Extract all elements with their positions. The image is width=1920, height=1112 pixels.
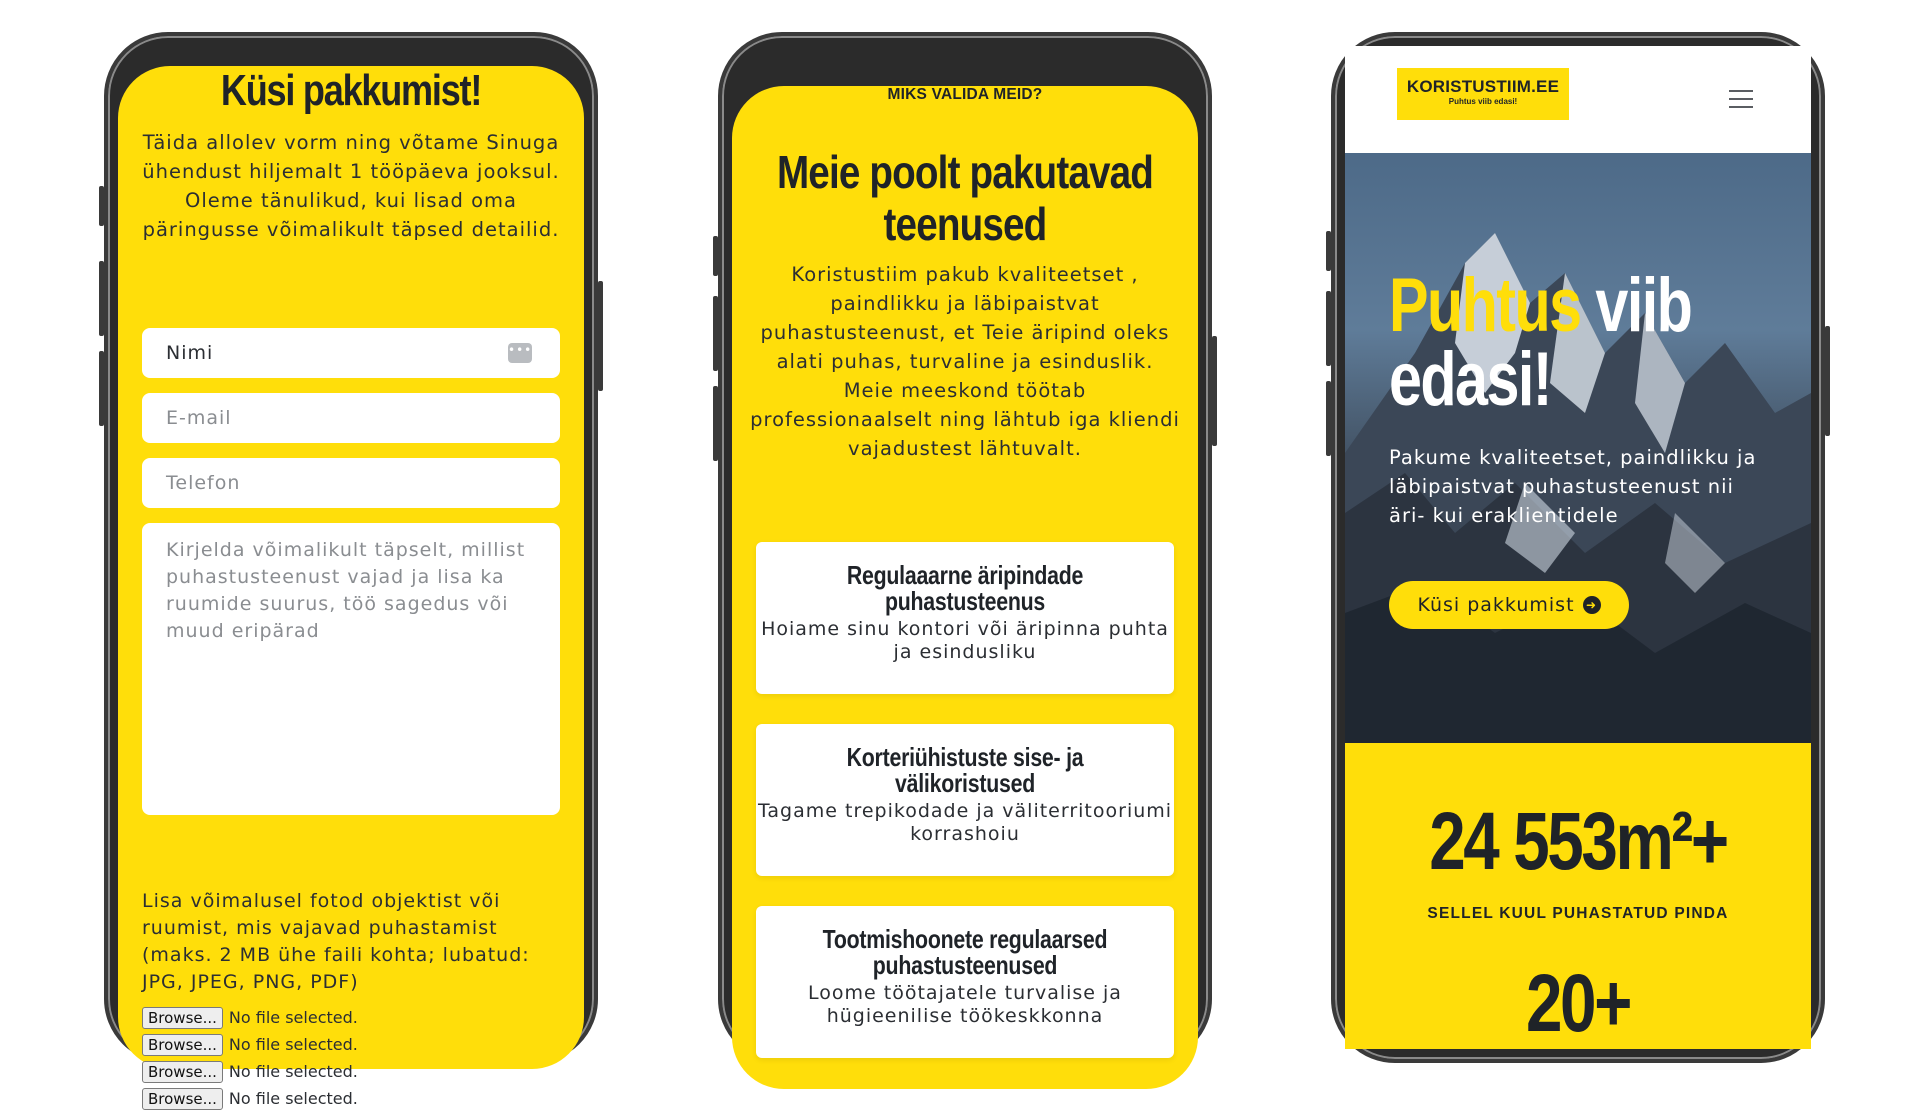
- browse-button[interactable]: Browse...: [142, 1088, 223, 1110]
- file-input: [142, 1058, 358, 1085]
- file-status: No file selected.: [228, 1035, 358, 1054]
- section-description: Koristustiim pakub kvaliteetset , paindlikku ja läbipaistvat puhastusteenust, et Teie äripind oleks alati puhas, turvaline ja esinduslik. Meie meeskond töötab professionaalselt ning lähtub iga kliendi vajadustest lähtuvalt.: [750, 263, 1180, 460]
- service-card-title: Korteriühistuste sise- ja välikoristused: [846, 742, 1084, 798]
- quote-form: [142, 328, 560, 815]
- file-status: No file selected.: [228, 1062, 358, 1081]
- phone-screen: [1345, 46, 1811, 1049]
- autofill-dots-icon[interactable]: •••: [508, 343, 532, 363]
- hero-title-part: viib: [1580, 263, 1692, 348]
- name-field[interactable]: [142, 328, 560, 378]
- message-placeholder: Kirjelda võimalikult täpselt, millist puhastusteenust vajad ja lisa ka ruumide suurus, töö sagedus või muud eripärad: [166, 539, 526, 642]
- service-cards: [756, 542, 1174, 1088]
- service-card-text: Loome töötajatele turvalise ja hügieenilise töökeskkonna: [808, 982, 1122, 1027]
- site-logo[interactable]: [1397, 68, 1569, 120]
- file-input: [142, 1031, 358, 1058]
- stat-label: SELLEL KUUL PUHASTATUD PINDA: [1427, 905, 1729, 922]
- browse-button[interactable]: Browse...: [142, 1061, 223, 1083]
- section-kicker: MIKS VALIDA MEID?: [887, 86, 1043, 103]
- hero-text: Pakume kvaliteetset, paindlikku ja läbipaistvat puhastusteenust nii äri- kui eraklientidele: [1389, 446, 1757, 527]
- phone-mockup-home: [1331, 32, 1825, 1063]
- email-placeholder: E-mail: [166, 407, 232, 429]
- stats-section: [1345, 743, 1811, 1049]
- file-status: No file selected.: [228, 1008, 358, 1027]
- logo-text: KORISTUSTIIM.EE: [1406, 77, 1560, 96]
- file-input: [142, 1085, 358, 1112]
- phone-mockup-form: [104, 32, 598, 1108]
- form-description: Täida allolev vorm ning võtame Sinuga ühendust hiljemalt 1 tööpäeva jooksul. Oleme tänulikud, kui lisad oma päringusse võimalikult täpsed detailid.: [142, 131, 560, 241]
- logo-tagline: Puhtus viib edasi!: [1448, 97, 1518, 106]
- name-field-value: Nimi: [166, 342, 214, 364]
- service-card[interactable]: [756, 724, 1174, 876]
- upload-note: Lisa võimalusel fotod objektist või ruumist, mis vajavad puhastamist (maks. 2 MB ühe faili kohta; lubatud: JPG, JPEG, PNG, PDF): [142, 890, 530, 993]
- request-quote-button[interactable]: [1389, 581, 1629, 629]
- arrow-right-circle-icon: ➜: [1583, 596, 1601, 614]
- file-input: [142, 1004, 358, 1031]
- browse-button[interactable]: Browse...: [142, 1007, 223, 1029]
- hero-title-part: edasi!: [1389, 337, 1551, 422]
- phone-screen: [118, 66, 584, 1108]
- service-card-title: Tootmishoonete regulaarsed puhastusteenused: [822, 924, 1108, 980]
- service-card[interactable]: [756, 542, 1174, 694]
- site-header: [1345, 46, 1811, 153]
- phone-mockup-services: [718, 32, 1212, 1063]
- message-textarea[interactable]: [142, 523, 560, 815]
- phone-placeholder: Telefon: [166, 472, 241, 494]
- email-field[interactable]: [142, 393, 560, 443]
- service-card[interactable]: [756, 906, 1174, 1058]
- service-card-text: Hoiame sinu kontori või äripinna puhta ja esindusliku: [761, 618, 1169, 663]
- stat-value: 24 553m²+: [1429, 796, 1727, 887]
- hamburger-menu-icon[interactable]: [1729, 90, 1753, 108]
- phone-screen: [732, 86, 1198, 1089]
- file-status: No file selected.: [228, 1089, 358, 1108]
- hero-section: [1345, 153, 1811, 743]
- browse-button[interactable]: Browse...: [142, 1034, 223, 1056]
- service-card-title: Regulaaarne äripindade puhastusteenus: [846, 560, 1084, 616]
- file-inputs: [142, 1004, 358, 1112]
- section-title: Meie poolt pakutavad teenused: [776, 146, 1154, 250]
- service-card-text: Tagame trepikodade ja väliterritooriumi korrashoiu: [757, 800, 1173, 845]
- page-title: Küsi pakkumist!: [220, 66, 482, 115]
- stat-value: 20+: [1525, 958, 1631, 1049]
- phone-field[interactable]: [142, 458, 560, 508]
- hero-title: [1389, 263, 1692, 422]
- hero-title-accent: Puhtus: [1389, 263, 1581, 348]
- request-quote-label: Küsi pakkumist: [1417, 594, 1575, 616]
